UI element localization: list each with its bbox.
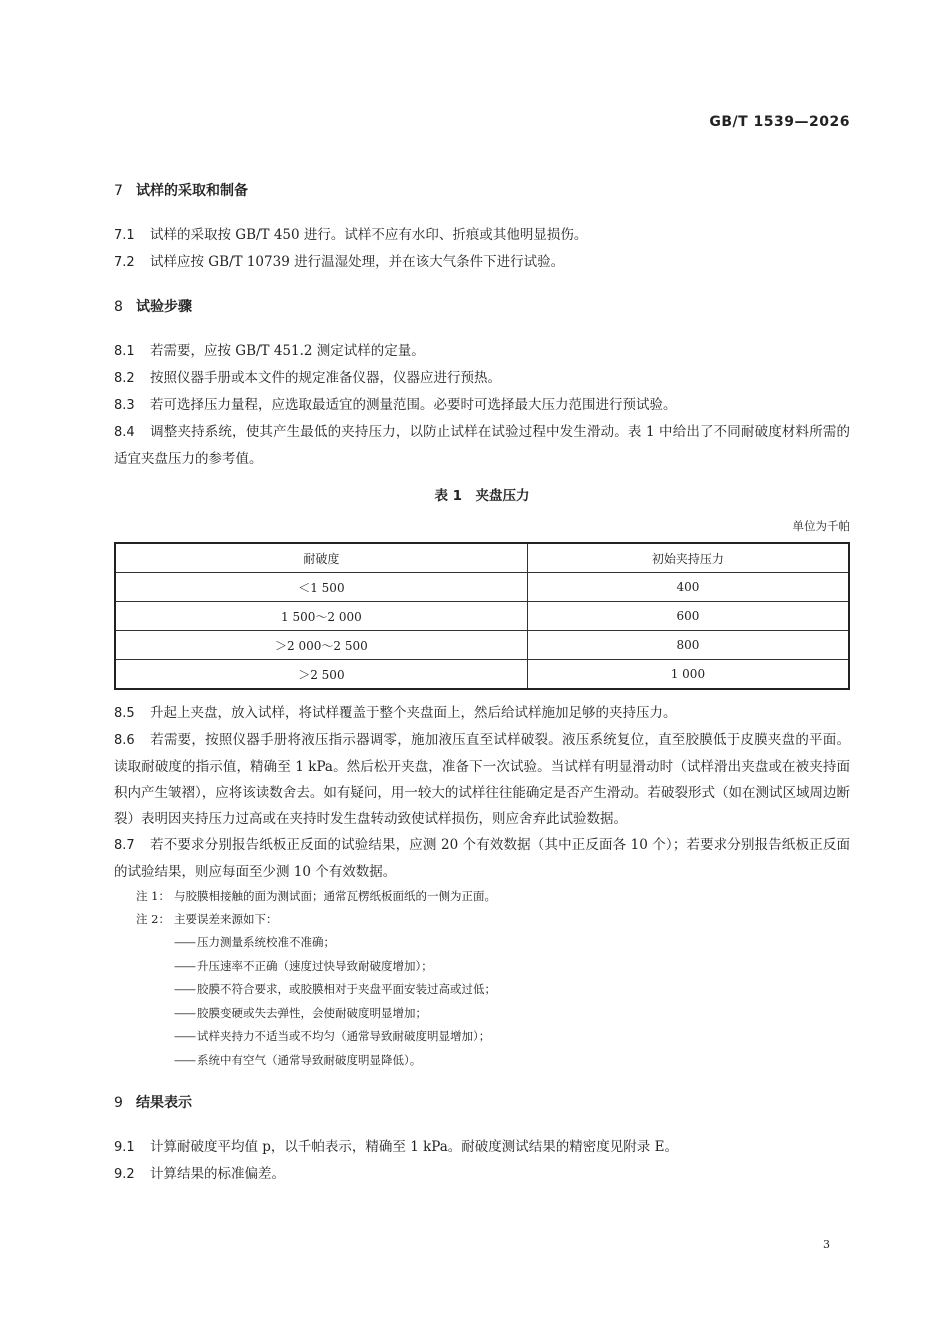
clause-text: 计算结果的标准偏差。	[150, 1166, 285, 1182]
clause-text: 若可选择压力量程，应选取最适宜的测量范围。必要时可选择最大压力范围进行预试验。	[150, 397, 677, 413]
clause-9-1	[114, 1134, 850, 1161]
clause-8-1	[114, 338, 850, 365]
clause-8-4	[114, 419, 850, 472]
clause-number: 8.1	[114, 344, 135, 359]
clause-text: 若需要，应按 GB/T 451.2 测定试样的定量。	[150, 343, 425, 359]
table-unit: 单位为千帕	[792, 519, 850, 533]
clause-text: 试样应按 GB/T 10739 进行温湿处理，并在该大气条件下进行试验。	[150, 254, 565, 270]
clause-8-3	[114, 392, 850, 419]
table-cell: 600	[527, 602, 849, 631]
clause-number: 7.1	[114, 228, 135, 243]
section-number: 7	[114, 183, 123, 199]
table-header-cell: 耐破度	[115, 543, 527, 573]
section-title: 结果表示	[136, 1095, 192, 1111]
clause-number: 9.1	[114, 1140, 135, 1155]
table-header-cell: 初始夹持压力	[527, 543, 849, 573]
list-item: —— 胶膜变硬或失去弹性，会使耐破度明显增加；	[174, 1002, 850, 1026]
table-cell: 1 000	[527, 660, 849, 690]
table-cell: ＞2 000～2 500	[115, 631, 527, 660]
list-item: —— 系统中有空气（通常导致耐破度明显降低）。	[174, 1049, 850, 1073]
clause-8-2	[114, 365, 850, 392]
document-body	[114, 180, 850, 1188]
table-cell: ＞2 500	[115, 660, 527, 690]
clause-text: 若需要，按照仪器手册将液压指示器调零，施加液压直至试样破裂。液压系统复位，直至胶膜低于皮膜夹盘的平面。读取耐破度的指示值，精确至 1 kPa。然后松开夹盘，准备下一次试验。当试样有明显滑动时（试样滑出夹盘或在被夹持面积内产生皱褶），应将该读数舍去。如有疑问，用一较大的试样往往能确定是否产生滑动。若破裂形式（如在测试区域周边断裂）表明因夹持压力过高或在夹持时发生盘转动致使试样损伤，则应舍弃此试验数据。	[114, 732, 850, 827]
clause-number: 8.3	[114, 398, 135, 413]
note-text: 主要误差来源如下：	[174, 912, 278, 926]
clause-number: 7.2	[114, 255, 135, 270]
note-text: 与胶膜相接触的面为测试面；通常瓦楞纸板面纸的一侧为正面。	[174, 889, 496, 903]
clause-text: 若不要求分别报告纸板正反面的试验结果，应测 20 个有效数据（其中正反面各 10 个）；若要求分别报告纸板正反面的试验结果，则应每面至少测 10 个有效数据。	[114, 837, 850, 880]
table-row	[115, 602, 849, 631]
clause-8-5	[114, 700, 850, 727]
section-number: 9	[114, 1095, 123, 1111]
clause-number: 8.4	[114, 425, 135, 440]
clause-text: 升起上夹盘，放入试样，将试样覆盖于整个夹盘面上，然后给试样施加足够的夹持压力。	[150, 705, 677, 721]
section-7-heading	[114, 180, 850, 202]
clause-text: 按照仪器手册或本文件的规定准备仪器，仪器应进行预热。	[150, 370, 501, 386]
section-9-heading	[114, 1092, 850, 1114]
table-cell: 1 500～2 000	[115, 602, 527, 631]
list-item: —— 压力测量系统校准不准确；	[174, 931, 850, 955]
section-title: 试验步骤	[136, 299, 192, 315]
table-cell: 800	[527, 631, 849, 660]
clause-number: 8.5	[114, 706, 135, 721]
table-row	[115, 573, 849, 602]
clause-text: 调整夹持系统，使其产生最低的夹持压力，以防止试样在试验过程中发生滑动。表 1 中给出了不同耐破度材料所需的适宜夹盘压力的参考值。	[114, 424, 850, 467]
clause-8-6	[114, 727, 850, 832]
note-1	[136, 885, 850, 908]
section-8-heading	[114, 296, 850, 318]
table-row	[115, 660, 849, 690]
section-title: 试样的采取和制备	[136, 183, 248, 199]
note-label: 注 2：	[136, 912, 170, 926]
clause-7-2	[114, 249, 850, 276]
clause-9-2	[114, 1161, 850, 1188]
list-item: —— 试样夹持力不适当或不均匀（通常导致耐破度明显增加）；	[174, 1025, 850, 1049]
table-row	[115, 631, 849, 660]
table-header-row	[115, 543, 849, 573]
clause-8-7	[114, 832, 850, 885]
clause-number: 9.2	[114, 1167, 135, 1182]
clause-number: 8.6	[114, 733, 135, 748]
page-number: 3	[823, 1238, 830, 1251]
table-cell: 400	[527, 573, 849, 602]
error-source-list	[174, 931, 850, 1072]
clause-number: 8.2	[114, 371, 135, 386]
list-item: —— 胶膜不符合要求，或胶膜相对于夹盘平面安装过高或过低；	[174, 978, 850, 1002]
table-cell: ＜1 500	[115, 573, 527, 602]
note-2	[136, 908, 850, 931]
clause-text: 计算耐破度平均值 p，以千帕表示，精确至 1 kPa。耐破度测试结果的精密度见附录 E。	[150, 1139, 678, 1155]
clause-number: 8.7	[114, 838, 135, 853]
note-label: 注 1：	[136, 889, 170, 903]
list-item: —— 升压速率不正确（速度过快导致耐破度增加）；	[174, 955, 850, 979]
clause-text: 试样的采取按 GB/T 450 进行。试样不应有水印、折痕或其他明显损伤。	[150, 227, 588, 243]
table-title: 表 1 夹盘压力	[434, 488, 530, 504]
standard-code: GB/T 1539—2026	[709, 114, 850, 130]
clause-7-1	[114, 222, 850, 249]
section-number: 8	[114, 299, 123, 315]
clamp-pressure-table	[114, 542, 850, 690]
